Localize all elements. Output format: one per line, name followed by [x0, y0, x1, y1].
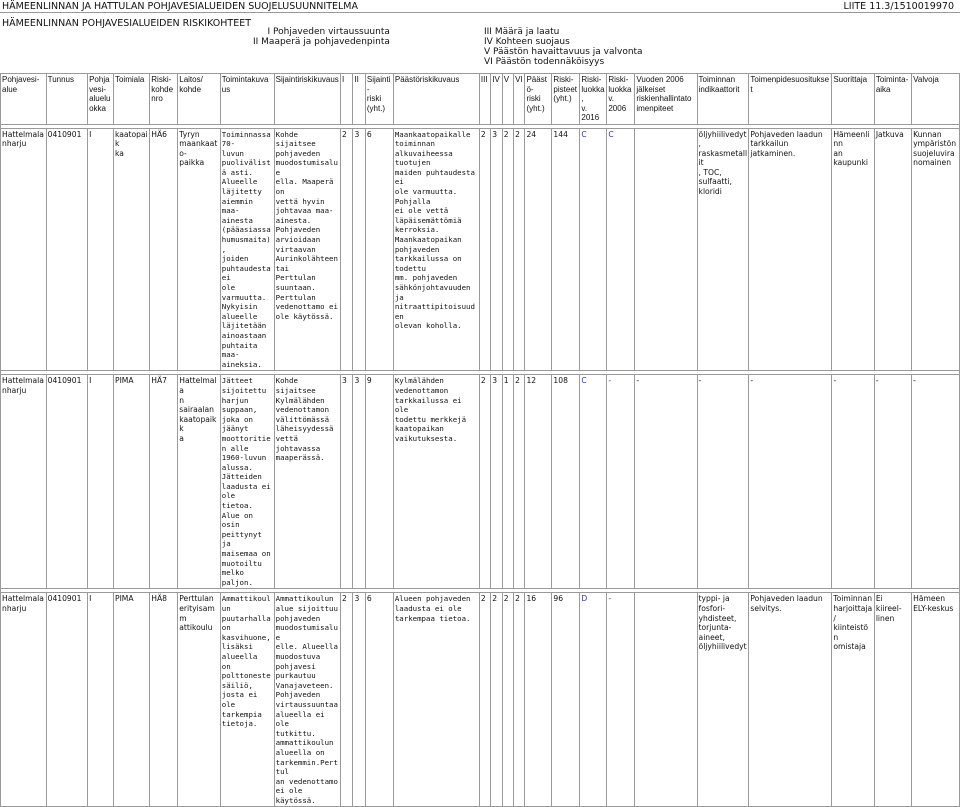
cell-valvoja: - [912, 375, 960, 589]
legend-right [484, 27, 643, 67]
cell-sijaintikuvaus: Kohde sijaitsee Kylmälähden vedenottamon välittömässä läheisyydessä vettä johtavassa maaperässä. [274, 375, 340, 589]
cell-tunnus: 0410901 [46, 375, 87, 589]
cell-v: 2 [502, 593, 513, 807]
risk-table [0, 73, 960, 807]
cell-tunnus: 0410901 [46, 593, 87, 807]
cell-jalkeiset [635, 593, 697, 807]
legend-item: II Maaperä ja pohjavedenpinta [253, 37, 390, 47]
cell-paastoriski: 24 [525, 128, 552, 371]
legend-left [253, 27, 390, 47]
document-title: HÄMEENLINNAN JA HATTULAN POHJAVESIALUEIDEN SUOJELUSUUNNITELMA [2, 1, 358, 12]
cell-paastokuvaus: Alueen pohjaveden laadusta ei ole tarkempaa tietoa. [393, 593, 479, 807]
col-header: Tunnus [46, 74, 87, 125]
cell-toimiala: PIMA [113, 375, 149, 589]
cell-luokka: I [88, 593, 114, 807]
col-header: Pohja vesi- alueluokka [88, 74, 114, 125]
cell-luokka-2006: C [607, 128, 635, 371]
col-header: Riski- kohdenro [150, 74, 178, 125]
cell-v: 1 [502, 375, 513, 589]
col-header: Sijaintiriskikuvaus [274, 74, 340, 125]
legend-item: III Määrä ja laatu [484, 27, 560, 37]
cell-indikaattorit: - [697, 375, 749, 589]
col-header: III [479, 74, 490, 125]
cell-ii: 3 [353, 593, 365, 807]
col-header: Päästö- riski (yht.) [525, 74, 552, 125]
col-header: Suorittaja [832, 74, 875, 125]
cell-luokka-2006: - [607, 593, 635, 807]
cell-iii: 2 [479, 593, 490, 807]
cell-indikaattorit: öljyhiilivedyt, raskasmetallit , TOC, sulfaatti, kloridi [697, 128, 749, 371]
cell-sijaintikuvaus: Kohde sijaitsee pohjaveden muodostumisalue ella. Maaperä on vettä hyvin johtavaa maa- ainesta. Pohjaveden arvioidaan virtaavan Aurinkolähteen tai Perttulan suuntaan. Perttulan vedenottamo ei ole käytössä. [274, 128, 340, 371]
col-header: V [502, 74, 513, 125]
col-header: Vuoden 2006 jälkeiset riskienhallintato imenpiteet [635, 74, 697, 125]
col-header: Toimenpidesuositukset [749, 74, 832, 125]
cell-alue: Hattelmala nharju [1, 593, 47, 807]
cell-suorittaja: Hämeenlinn an kaupunki [832, 128, 875, 371]
cell-toimintakuvaus: Toiminnassa 70- luvun puolivälistä asti. Alueelle läjitetty aiemmin maa- ainesta (pääasiassa humusmaita), joiden puhtaudesta ei ole varmuutta. Nykyisin alueelle läjitetään ainoastaan puhtaita maa- aineksia. [220, 128, 274, 371]
col-header: Toimintakuvaus [220, 74, 274, 125]
cell-nro: HÄ7 [150, 375, 178, 589]
col-header: Toimiala [113, 74, 149, 125]
table-row [1, 593, 960, 807]
cell-riskipisteet: 144 [552, 128, 580, 371]
legend-item: I Pohjaveden virtaussuunta [267, 27, 390, 37]
cell-valvoja: Hämeen ELY-keskus [912, 593, 960, 807]
cell-luokka: I [88, 128, 114, 371]
cell-paastokuvaus: Kylmälähden vedenottamon tarkkailussa ei ole todettu merkkejä kaatopaikan vaikutuksesta. [393, 375, 479, 589]
col-header: Valvoja [912, 74, 960, 125]
cell-luokka-2016: D [580, 593, 607, 807]
cell-ii: 3 [353, 128, 365, 371]
cell-iv: 2 [491, 593, 502, 807]
cell-suositukset: Pohjaveden laadun tarkkailun jatkaminen. [749, 128, 832, 371]
cell-v: 2 [502, 128, 513, 371]
col-header: Riski- pisteet (yht.) [552, 74, 580, 125]
col-header: Sijainti- riski (yht.) [365, 74, 393, 125]
legend-item: IV Kohteen suojaus [484, 37, 570, 47]
cell-nro: HÄ8 [150, 593, 178, 807]
col-header: II [353, 74, 365, 125]
cell-toimiala: PIMA [113, 593, 149, 807]
cell-luokka: I [88, 375, 114, 589]
cell-iii: 2 [479, 375, 490, 589]
cell-toimintakuvaus: Ammattikoulun puutarhalla on kasvihuone, lisäksi alueella on polttonestesäiliö, josta ei ole tarkempia tietoja. [220, 593, 274, 807]
table-row [1, 375, 960, 589]
cell-sijaintiriski: 6 [365, 128, 393, 371]
cell-riskipisteet: 96 [552, 593, 580, 807]
cell-sijaintiriski: 9 [365, 375, 393, 589]
cell-kohde: Hattelmala n sairaalan kaatopaikk a [178, 375, 221, 589]
col-header: Päästöriskikuvaus [393, 74, 479, 125]
cell-tunnus: 0410901 [46, 128, 87, 371]
cell-i: 2 [341, 593, 353, 807]
col-header: Toiminnan indikaattorit [697, 74, 749, 125]
table-title: HÄMEENLINNAN POHJAVESIALUEIDEN RISKIKOHTEET [2, 18, 252, 29]
col-header: VI [514, 74, 525, 125]
cell-nro: HÄ6 [150, 128, 178, 371]
cell-luokka-2006: - [607, 375, 635, 589]
cell-alue: Hattelmala nharju [1, 375, 47, 589]
cell-valvoja: Kunnan ympäristön suojeluvira nomainen [912, 128, 960, 371]
cell-i: 2 [341, 128, 353, 371]
cell-sijaintikuvaus: Ammattikoulun alue sijoittuu pohjaveden muodostumisalue elle. Alueella muodostuva pohjavesi purkautuu Vanajaveteen. Pohjaveden virtaussuuntaa alueella ei ole tutkittu. ammattikoulun alueella on tarkemmin.Perttul an vedenottamo ei ole käytössä. [274, 593, 340, 807]
cell-vi: 2 [514, 593, 525, 807]
cell-i: 3 [341, 375, 353, 589]
cell-suorittaja: Toiminnan harjoittaja/ kiinteistön omistaja [832, 593, 875, 807]
cell-iv: 3 [491, 128, 502, 371]
cell-jalkeiset [635, 128, 697, 371]
cell-aika: Ei kiireel- linen [874, 593, 911, 807]
col-header: Toiminta- aika [874, 74, 911, 125]
table-row [1, 128, 960, 371]
col-header: Riski- luokka v. 2006 [607, 74, 635, 125]
col-header: Laitos/ kohde [178, 74, 221, 125]
cell-sijaintiriski: 6 [365, 593, 393, 807]
col-header: Pohjavesi- alue [1, 74, 47, 125]
cell-luokka-2016: C [580, 128, 607, 371]
cell-kohde: Perttulan erityisamm attikoulu [178, 593, 221, 807]
legend-item: VI Päästön todennäköisyys [484, 57, 605, 67]
cell-jalkeiset: - [635, 375, 697, 589]
cell-suositukset: Pohjaveden laadun selvitys. [749, 593, 832, 807]
col-header: IV [491, 74, 502, 125]
cell-paastoriski: 16 [525, 593, 552, 807]
cell-alue: Hattelmala nharju [1, 128, 47, 371]
cell-vi: 2 [514, 128, 525, 371]
legend-item: V Päästön havaittavuus ja valvonta [484, 47, 643, 57]
cell-riskipisteet: 108 [552, 375, 580, 589]
cell-aika: - [874, 375, 911, 589]
cell-vi: 2 [514, 375, 525, 589]
cell-luokka-2016: C [580, 375, 607, 589]
cell-indikaattorit: typpi- ja fosfori- yhdisteet, torjunta- aineet, öljyhiilivedyt [697, 593, 749, 807]
cell-toimiala: kaatopaik ka [113, 128, 149, 371]
cell-kohde: Tyryn maankaato- paikka [178, 128, 221, 371]
cell-aika: Jatkuva [874, 128, 911, 371]
cell-ii: 3 [353, 375, 365, 589]
cell-iii: 2 [479, 128, 490, 371]
cell-suositukset: - [749, 375, 832, 589]
appendix-number: LIITE 11.3/1510019970 [843, 1, 954, 12]
col-header: I [341, 74, 353, 125]
cell-suorittaja: - [832, 375, 875, 589]
divider [0, 12, 960, 13]
cell-toimintakuvaus: Jätteet sijoitettu harjun suppaan, joka on jäänyt moottoritien alle 1960-luvun alussa. Jätteiden laadusta ei ole tietoa. Alue on osin peittynyt ja maisemaa on muotoiltu melko paljon. [220, 375, 274, 589]
header-row [1, 74, 960, 125]
col-header: Riski- luokka, v. 2016 [580, 74, 607, 125]
cell-paastoriski: 12 [525, 375, 552, 589]
cell-paastokuvaus: Maankaatopaikalle toiminnan alkuvaiheessa tuotujen maiden puhtaudesta ei ole varmuutta. Pohjalla ei ole vettä läpäisemättömiä kerroksia. Maankaatopaikan pohjaveden tarkkailussa on todettu mm. pohjaveden sähkönjohtavuuden ja nitraattipitoisuuden olevan koholla. [393, 128, 479, 371]
cell-iv: 3 [491, 375, 502, 589]
